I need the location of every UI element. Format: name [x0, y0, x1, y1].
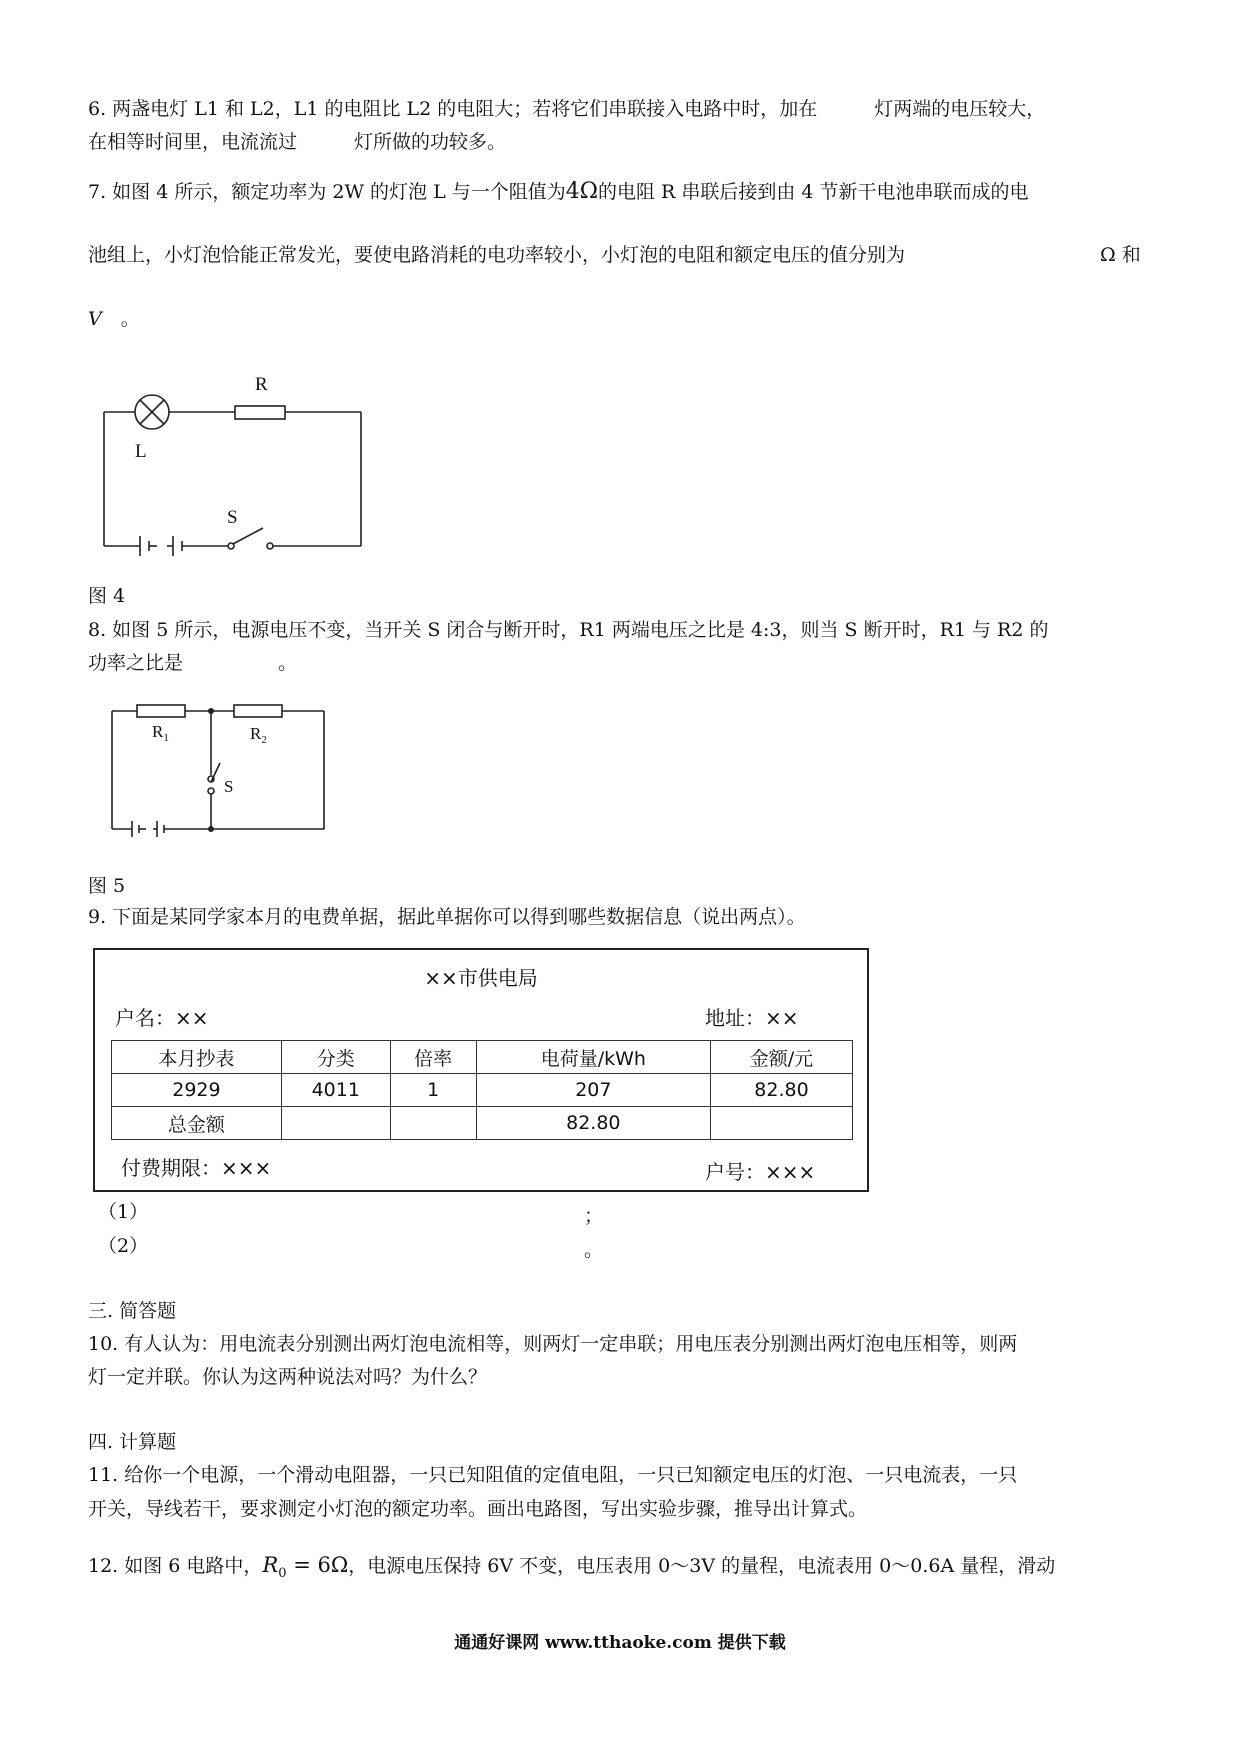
cell-multiplier: 1	[390, 1074, 476, 1107]
answer-2-end: 。	[584, 1239, 604, 1261]
junction-bottom-dot	[208, 826, 214, 832]
table-row-total	[112, 1107, 853, 1140]
footer-credit: 通通好课网 www.tthaoke.com 提供下载	[454, 1633, 786, 1653]
table-header-row	[112, 1041, 853, 1074]
fig5-label-r2: $R_2$	[250, 724, 267, 746]
q7-text-a: 7. 如图 4 所示，额定功率为 2W 的灯泡 L 与一个阻值为	[88, 181, 566, 203]
q12-text-a: 12. 如图 6 电路中，	[88, 1555, 263, 1577]
fig5-label-r1: $R_1$	[152, 722, 169, 744]
cell-energy: 207	[476, 1074, 710, 1107]
header-energy: 电荷量/kWh	[476, 1041, 710, 1074]
q8-line1: 8. 如图 5 所示，电源电压不变，当开关 S 闭合与断开时，R1 两端电压之比是 4:3，则当 S 断开时，R1 与 R2 的	[88, 619, 1049, 641]
figure-4-caption: 图 4	[88, 585, 126, 607]
cell-category: 4011	[281, 1074, 390, 1107]
bill-table	[111, 1040, 853, 1140]
bill-customer-name: 户名：××	[115, 1006, 209, 1030]
q7-resistance-value: 4Ω	[565, 179, 598, 204]
q10-line1: 10. 有人认为：用电流表分别测出两灯泡电流相等，则两灯一定串联；用电压表分别测出两灯泡电压相等，则两	[88, 1333, 1018, 1355]
q7-line2	[88, 238, 1148, 272]
resistor-r-icon	[235, 406, 285, 419]
bill-title: ××市供电局	[424, 966, 538, 990]
header-multiplier: 倍率	[390, 1041, 476, 1074]
q11-line2: 开关，导线若干，要求测定小灯泡的额定功率。画出电路图，写出实验步骤，推导出计算式。	[88, 1498, 868, 1520]
bill-address: 地址：××	[705, 1006, 799, 1030]
fig5-label-s: S	[224, 777, 234, 796]
q11-line1: 11. 给你一个电源，一个滑动电阻器，一只已知阻值的定值电阻，一只已知额定电压的灯泡、一只电流表，一只	[88, 1464, 1018, 1486]
bill-account-number: 户号：×××	[705, 1160, 816, 1184]
fig4-label-r: R	[255, 374, 268, 395]
section-3-title: 三. 简答题	[88, 1300, 177, 1322]
bill-pay-deadline: 付费期限：×××	[121, 1156, 272, 1180]
q7-line1	[88, 175, 1148, 209]
q12-r0-formula: $R_0 = 6\Omega$	[262, 1553, 349, 1581]
q9-text: 9. 下面是某同学家本月的电费单据，据此单据你可以得到哪些数据信息（说出两点）。	[88, 906, 806, 928]
figure-5-caption: 图 5	[88, 875, 126, 897]
resistor-r2-icon	[234, 705, 282, 717]
figure-4-circuit	[95, 370, 375, 570]
resistor-r1-icon	[137, 705, 185, 717]
cell-amount: 82.80	[710, 1074, 852, 1107]
q6-line2: 在相等时间里，电流流过 灯所做的功较多。	[88, 131, 507, 153]
fig4-label-s: S	[227, 507, 238, 528]
q12-text-b: ，电源电压保持 6V 不变，电压表用 0～3V 的量程，电流表用 0～0.6A 量程，滑动	[348, 1555, 1056, 1577]
cell-empty	[281, 1107, 390, 1140]
q7-volt-unit: V	[88, 308, 102, 330]
answer-1-end: ；	[584, 1205, 604, 1227]
junction-top-dot	[208, 708, 214, 714]
q7-line3	[88, 302, 1148, 336]
q6-line1: 6. 两盏电灯 L1 和 L2，L1 的电阻比 L2 的电阻大；若将它们串联接入电路中时，加在 灯两端的电压较大，	[88, 98, 1046, 120]
figure-5-circuit	[100, 695, 340, 845]
answer-2-label: （2）	[98, 1235, 149, 1257]
q7-line3-end: 。	[120, 308, 140, 330]
cell-empty	[710, 1107, 852, 1140]
cell-meter-reading: 2929	[112, 1074, 282, 1107]
table-row	[112, 1074, 853, 1107]
q7-text-b: 的电阻 R 串联后接到由 4 节新干电池串联而成的电	[597, 181, 1029, 203]
section-4-title: 四. 计算题	[88, 1431, 177, 1453]
cell-total-label: 总金额	[112, 1107, 282, 1140]
q7-line2-text: 池组上，小灯泡恰能正常发光，要使电路消耗的电功率较小，小灯泡的电阻和额定电压的值分别为	[88, 244, 906, 266]
q10-line2: 灯一定并联。你认为这两种说法对吗？为什么？	[88, 1366, 488, 1388]
q7-ohm-unit: Ω 和	[1100, 244, 1141, 266]
cell-empty	[390, 1107, 476, 1140]
answer-1-label: （1）	[98, 1201, 149, 1223]
q8-line2: 功率之比是 。	[88, 652, 298, 674]
header-amount: 金额/元	[710, 1041, 852, 1074]
q12-line1	[88, 1548, 1148, 1591]
cell-total-value: 82.80	[476, 1107, 710, 1140]
electricity-bill	[93, 948, 869, 1192]
header-meter-reading: 本月抄表	[112, 1041, 282, 1074]
fig4-label-l: L	[135, 441, 147, 462]
header-category: 分类	[281, 1041, 390, 1074]
